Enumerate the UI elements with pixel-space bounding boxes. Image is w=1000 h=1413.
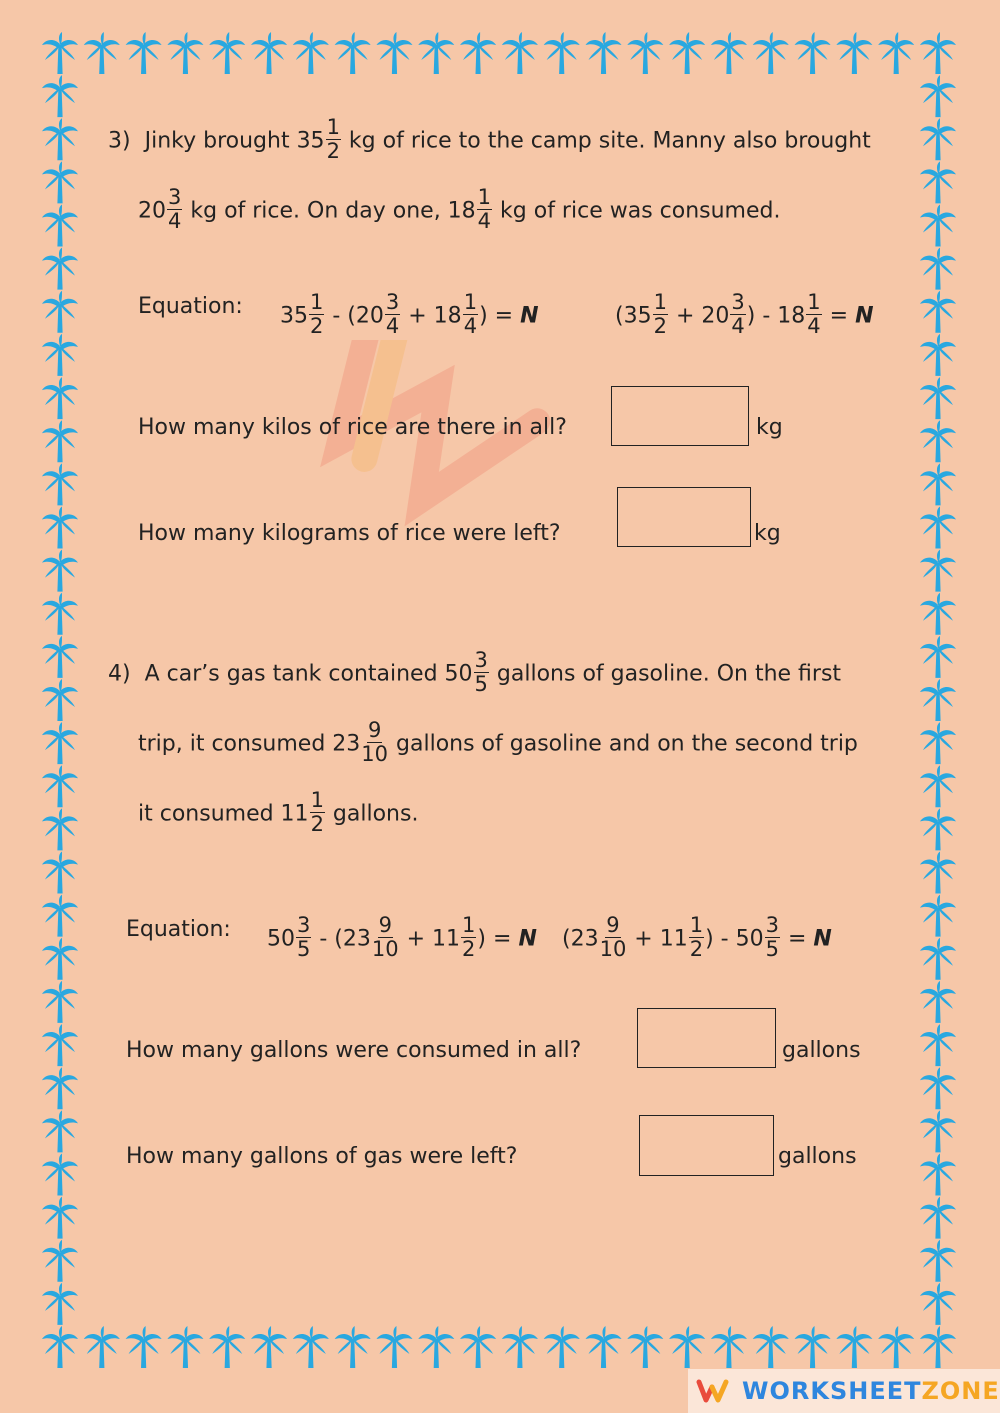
denominator: 5 xyxy=(297,937,311,961)
palm-tree-icon xyxy=(920,161,956,203)
denominator: 2 xyxy=(462,937,476,961)
fraction xyxy=(653,291,668,338)
q3-line-2 xyxy=(138,185,781,235)
palm-tree-icon xyxy=(42,550,78,592)
brand-name-part-1: WORKSHEET xyxy=(742,1377,922,1405)
q4-question-1: How many gallons were consumed in all? xyxy=(126,1038,582,1063)
palm-tree-icon xyxy=(920,118,956,160)
q3-line-1 xyxy=(108,115,871,165)
palm-tree-icon xyxy=(42,1024,78,1066)
q4-answer-1-box[interactable] xyxy=(637,1008,776,1068)
numerator: 1 xyxy=(463,290,478,314)
text: it consumed 11 xyxy=(138,801,309,827)
palm-tree-icon xyxy=(167,32,203,74)
palm-tree-icon xyxy=(42,808,78,850)
q4-line-3 xyxy=(138,788,419,838)
text: kg of rice. On day one, 18 xyxy=(183,198,476,224)
palm-tree-icon xyxy=(920,463,956,505)
text: 35 xyxy=(280,303,308,329)
numerator: 1 xyxy=(689,913,704,937)
palm-tree-icon xyxy=(920,1024,956,1066)
text: kg of rice to the camp site. Manny also brought xyxy=(341,128,871,154)
q4-unit-1: gallons xyxy=(782,1038,861,1063)
unknown-variable: N xyxy=(518,926,537,952)
fraction xyxy=(765,914,780,961)
denominator: 4 xyxy=(385,314,400,338)
fraction xyxy=(730,291,745,338)
text: + 18 xyxy=(401,303,462,329)
unknown-variable: N xyxy=(855,303,874,329)
denominator: 4 xyxy=(807,314,821,338)
denominator: 4 xyxy=(477,209,492,233)
numerator: 9 xyxy=(606,913,620,937)
worksheetzone-logo-icon xyxy=(696,1377,736,1405)
text: - (20 xyxy=(325,303,384,329)
text: ) = xyxy=(479,303,521,329)
palm-tree-icon xyxy=(920,895,956,937)
palm-tree-icon xyxy=(42,506,78,548)
fraction xyxy=(461,914,476,961)
q4-equation-b xyxy=(562,913,832,963)
palm-tree-icon xyxy=(586,1326,622,1368)
palm-tree-icon xyxy=(920,291,956,333)
denominator: 4 xyxy=(731,314,745,338)
brand-name-part-2: ZONE xyxy=(921,1377,1000,1405)
numerator: 1 xyxy=(653,290,667,314)
text: trip, it consumed 23 xyxy=(138,731,361,757)
palm-tree-icon xyxy=(126,32,162,74)
denominator: 4 xyxy=(168,209,182,233)
text: (35 xyxy=(615,303,652,329)
palm-tree-icon xyxy=(42,118,78,160)
palm-tree-icon xyxy=(42,463,78,505)
q3-answer-2-box[interactable] xyxy=(617,487,751,547)
palm-tree-icon xyxy=(920,1067,956,1109)
text: ) - 50 xyxy=(705,926,764,952)
palm-tree-icon xyxy=(920,722,956,764)
palm-tree-icon xyxy=(42,1283,78,1325)
palm-tree-icon xyxy=(42,636,78,678)
fraction xyxy=(689,914,704,961)
palm-tree-icon xyxy=(335,1326,371,1368)
palm-tree-icon xyxy=(920,981,956,1023)
palm-tree-icon xyxy=(42,75,78,117)
palm-tree-icon xyxy=(42,722,78,764)
denominator: 2 xyxy=(310,812,324,836)
palm-tree-icon xyxy=(920,550,956,592)
palm-tree-icon xyxy=(920,765,956,807)
numerator: 9 xyxy=(367,718,382,742)
palm-tree-icon xyxy=(42,248,78,290)
fraction xyxy=(477,186,492,233)
palm-tree-icon xyxy=(920,32,956,74)
text: - (23 xyxy=(312,926,371,952)
palm-tree-icon xyxy=(460,1326,496,1368)
palm-tree-icon xyxy=(42,1067,78,1109)
fraction xyxy=(361,719,388,766)
numerator: 3 xyxy=(474,648,488,672)
denominator: 10 xyxy=(371,937,399,961)
denominator: 10 xyxy=(361,742,389,766)
palm-tree-icon xyxy=(42,1326,78,1368)
palm-tree-icon xyxy=(167,1326,203,1368)
text: 20 xyxy=(138,198,166,224)
text: A car’s gas tank contained 50 xyxy=(144,661,473,687)
palm-tree-icon xyxy=(920,420,956,462)
q3-question-1: How many kilos of rice are there in all? xyxy=(138,415,567,440)
numerator: 1 xyxy=(807,290,821,314)
palm-tree-icon xyxy=(627,1326,663,1368)
palm-tree-icon xyxy=(42,377,78,419)
palm-tree-icon xyxy=(753,32,789,74)
palm-tree-icon xyxy=(627,32,663,74)
palm-tree-icon xyxy=(42,938,78,980)
palm-tree-icon xyxy=(836,32,872,74)
q3-unit-2: kg xyxy=(754,521,781,546)
palm-tree-icon xyxy=(42,291,78,333)
palm-tree-icon xyxy=(586,32,622,74)
palm-tree-icon xyxy=(920,506,956,548)
palm-tree-icon xyxy=(42,420,78,462)
numerator: 3 xyxy=(385,290,400,314)
numerator: 3 xyxy=(731,290,745,314)
palm-tree-icon xyxy=(753,1326,789,1368)
denominator: 5 xyxy=(765,937,779,961)
denominator: 5 xyxy=(474,672,488,696)
q4-answer-2-box[interactable] xyxy=(639,1115,774,1176)
palm-tree-icon xyxy=(209,32,245,74)
fraction xyxy=(326,116,341,163)
q3-unit-1: kg xyxy=(756,415,783,440)
text: ) - 18 xyxy=(746,303,806,329)
q4-line-1 xyxy=(108,648,842,698)
q3-equation-b xyxy=(615,290,874,340)
palm-tree-icon xyxy=(795,1326,831,1368)
text: + 20 xyxy=(668,303,730,329)
denominator: 10 xyxy=(599,937,627,961)
palm-tree-icon xyxy=(84,1326,120,1368)
palm-tree-icon xyxy=(836,1326,872,1368)
palm-tree-icon xyxy=(42,1197,78,1239)
fraction xyxy=(296,914,311,961)
palm-tree-icon xyxy=(669,1326,705,1368)
palm-tree-icon xyxy=(920,636,956,678)
numerator: 1 xyxy=(310,788,324,812)
q4-equation-a xyxy=(267,913,537,963)
palm-tree-icon xyxy=(84,32,120,74)
fraction xyxy=(385,291,400,338)
palm-tree-icon xyxy=(795,32,831,74)
text: gallons of gasoline and on the second trip xyxy=(389,731,858,757)
fraction xyxy=(310,789,325,836)
palm-tree-icon xyxy=(42,1153,78,1195)
palm-tree-icon xyxy=(920,679,956,721)
palm-tree-icon xyxy=(878,32,914,74)
q3-question-2: How many kilograms of rice were left? xyxy=(138,521,561,546)
q3-equation-label: Equation: xyxy=(138,294,243,319)
text: (23 xyxy=(562,926,599,952)
text: 50 xyxy=(267,926,295,952)
numerator: 9 xyxy=(378,913,392,937)
denominator: 2 xyxy=(326,139,340,163)
fraction xyxy=(600,914,627,961)
fraction xyxy=(463,291,478,338)
palm-tree-icon xyxy=(920,808,956,850)
numerator: 1 xyxy=(462,913,476,937)
palm-tree-icon xyxy=(920,75,956,117)
palm-tree-icon xyxy=(42,593,78,635)
text: gallons. xyxy=(325,801,419,827)
palm-tree-icon xyxy=(920,377,956,419)
palm-tree-icon xyxy=(920,1110,956,1152)
palm-tree-icon xyxy=(920,1283,956,1325)
palm-tree-icon xyxy=(920,334,956,376)
text: = xyxy=(781,926,814,952)
unknown-variable: N xyxy=(813,926,832,952)
text: ) = xyxy=(477,926,519,952)
palm-tree-icon xyxy=(42,205,78,247)
palm-tree-icon xyxy=(209,1326,245,1368)
palm-tree-icon xyxy=(920,248,956,290)
palm-tree-icon xyxy=(460,32,496,74)
palm-tree-icon xyxy=(293,32,329,74)
palm-tree-icon xyxy=(920,1326,956,1368)
palm-tree-icon xyxy=(42,1240,78,1282)
question-number: 4) xyxy=(108,661,131,687)
palm-tree-icon xyxy=(920,938,956,980)
unknown-variable: N xyxy=(520,303,539,329)
palm-tree-icon xyxy=(42,679,78,721)
question-number: 3) xyxy=(108,128,131,154)
fraction xyxy=(372,914,399,961)
palm-tree-icon xyxy=(544,32,580,74)
denominator: 2 xyxy=(689,937,704,961)
palm-tree-icon xyxy=(376,32,412,74)
text: gallons of gasoline. On the first xyxy=(489,661,842,687)
palm-tree-icon xyxy=(544,1326,580,1368)
palm-tree-icon xyxy=(42,852,78,894)
palm-tree-icon xyxy=(335,32,371,74)
palm-tree-icon xyxy=(42,334,78,376)
fraction xyxy=(474,649,489,696)
numerator: 3 xyxy=(297,913,311,937)
palm-tree-icon xyxy=(42,161,78,203)
numerator: 3 xyxy=(168,185,182,209)
denominator: 4 xyxy=(463,314,478,338)
numerator: 1 xyxy=(310,290,324,314)
fraction xyxy=(167,186,182,233)
palm-tree-icon xyxy=(878,1326,914,1368)
palm-tree-icon xyxy=(920,1240,956,1282)
palm-tree-icon xyxy=(376,1326,412,1368)
q4-equation-label: Equation: xyxy=(126,917,231,942)
q3-answer-1-box[interactable] xyxy=(611,386,749,446)
palm-tree-icon xyxy=(42,895,78,937)
numerator: 1 xyxy=(477,185,492,209)
numerator: 1 xyxy=(326,115,340,139)
fraction xyxy=(309,291,324,338)
palm-tree-icon xyxy=(920,852,956,894)
fraction xyxy=(806,291,821,338)
palm-tree-icon xyxy=(920,1153,956,1195)
brand-name xyxy=(742,1377,1000,1405)
palm-tree-icon xyxy=(418,32,454,74)
q3-equation-a xyxy=(280,290,539,340)
palm-tree-icon xyxy=(502,1326,538,1368)
palm-tree-icon xyxy=(418,1326,454,1368)
q4-unit-2: gallons xyxy=(778,1144,857,1169)
brand-logo xyxy=(688,1369,1000,1413)
text: = xyxy=(822,303,856,329)
palm-tree-icon xyxy=(126,1326,162,1368)
palm-tree-icon xyxy=(920,1197,956,1239)
palm-tree-icon xyxy=(42,1110,78,1152)
palm-tree-icon xyxy=(920,205,956,247)
q4-question-2: How many gallons of gas were left? xyxy=(126,1144,518,1169)
text: kg of rice was consumed. xyxy=(493,198,781,224)
palm-tree-icon xyxy=(251,32,287,74)
palm-tree-icon xyxy=(42,765,78,807)
palm-tree-icon xyxy=(42,32,78,74)
q4-line-2 xyxy=(138,718,858,768)
palm-tree-icon xyxy=(293,1326,329,1368)
palm-tree-icon xyxy=(251,1326,287,1368)
palm-tree-icon xyxy=(711,1326,747,1368)
numerator: 3 xyxy=(765,913,779,937)
palm-tree-icon xyxy=(920,593,956,635)
text: Jinky brought 35 xyxy=(144,128,325,154)
text: + 11 xyxy=(627,926,688,952)
palm-tree-icon xyxy=(502,32,538,74)
denominator: 2 xyxy=(653,314,667,338)
palm-tree-icon xyxy=(669,32,705,74)
denominator: 2 xyxy=(310,314,324,338)
palm-tree-icon xyxy=(42,981,78,1023)
text: + 11 xyxy=(399,926,461,952)
palm-tree-icon xyxy=(711,32,747,74)
